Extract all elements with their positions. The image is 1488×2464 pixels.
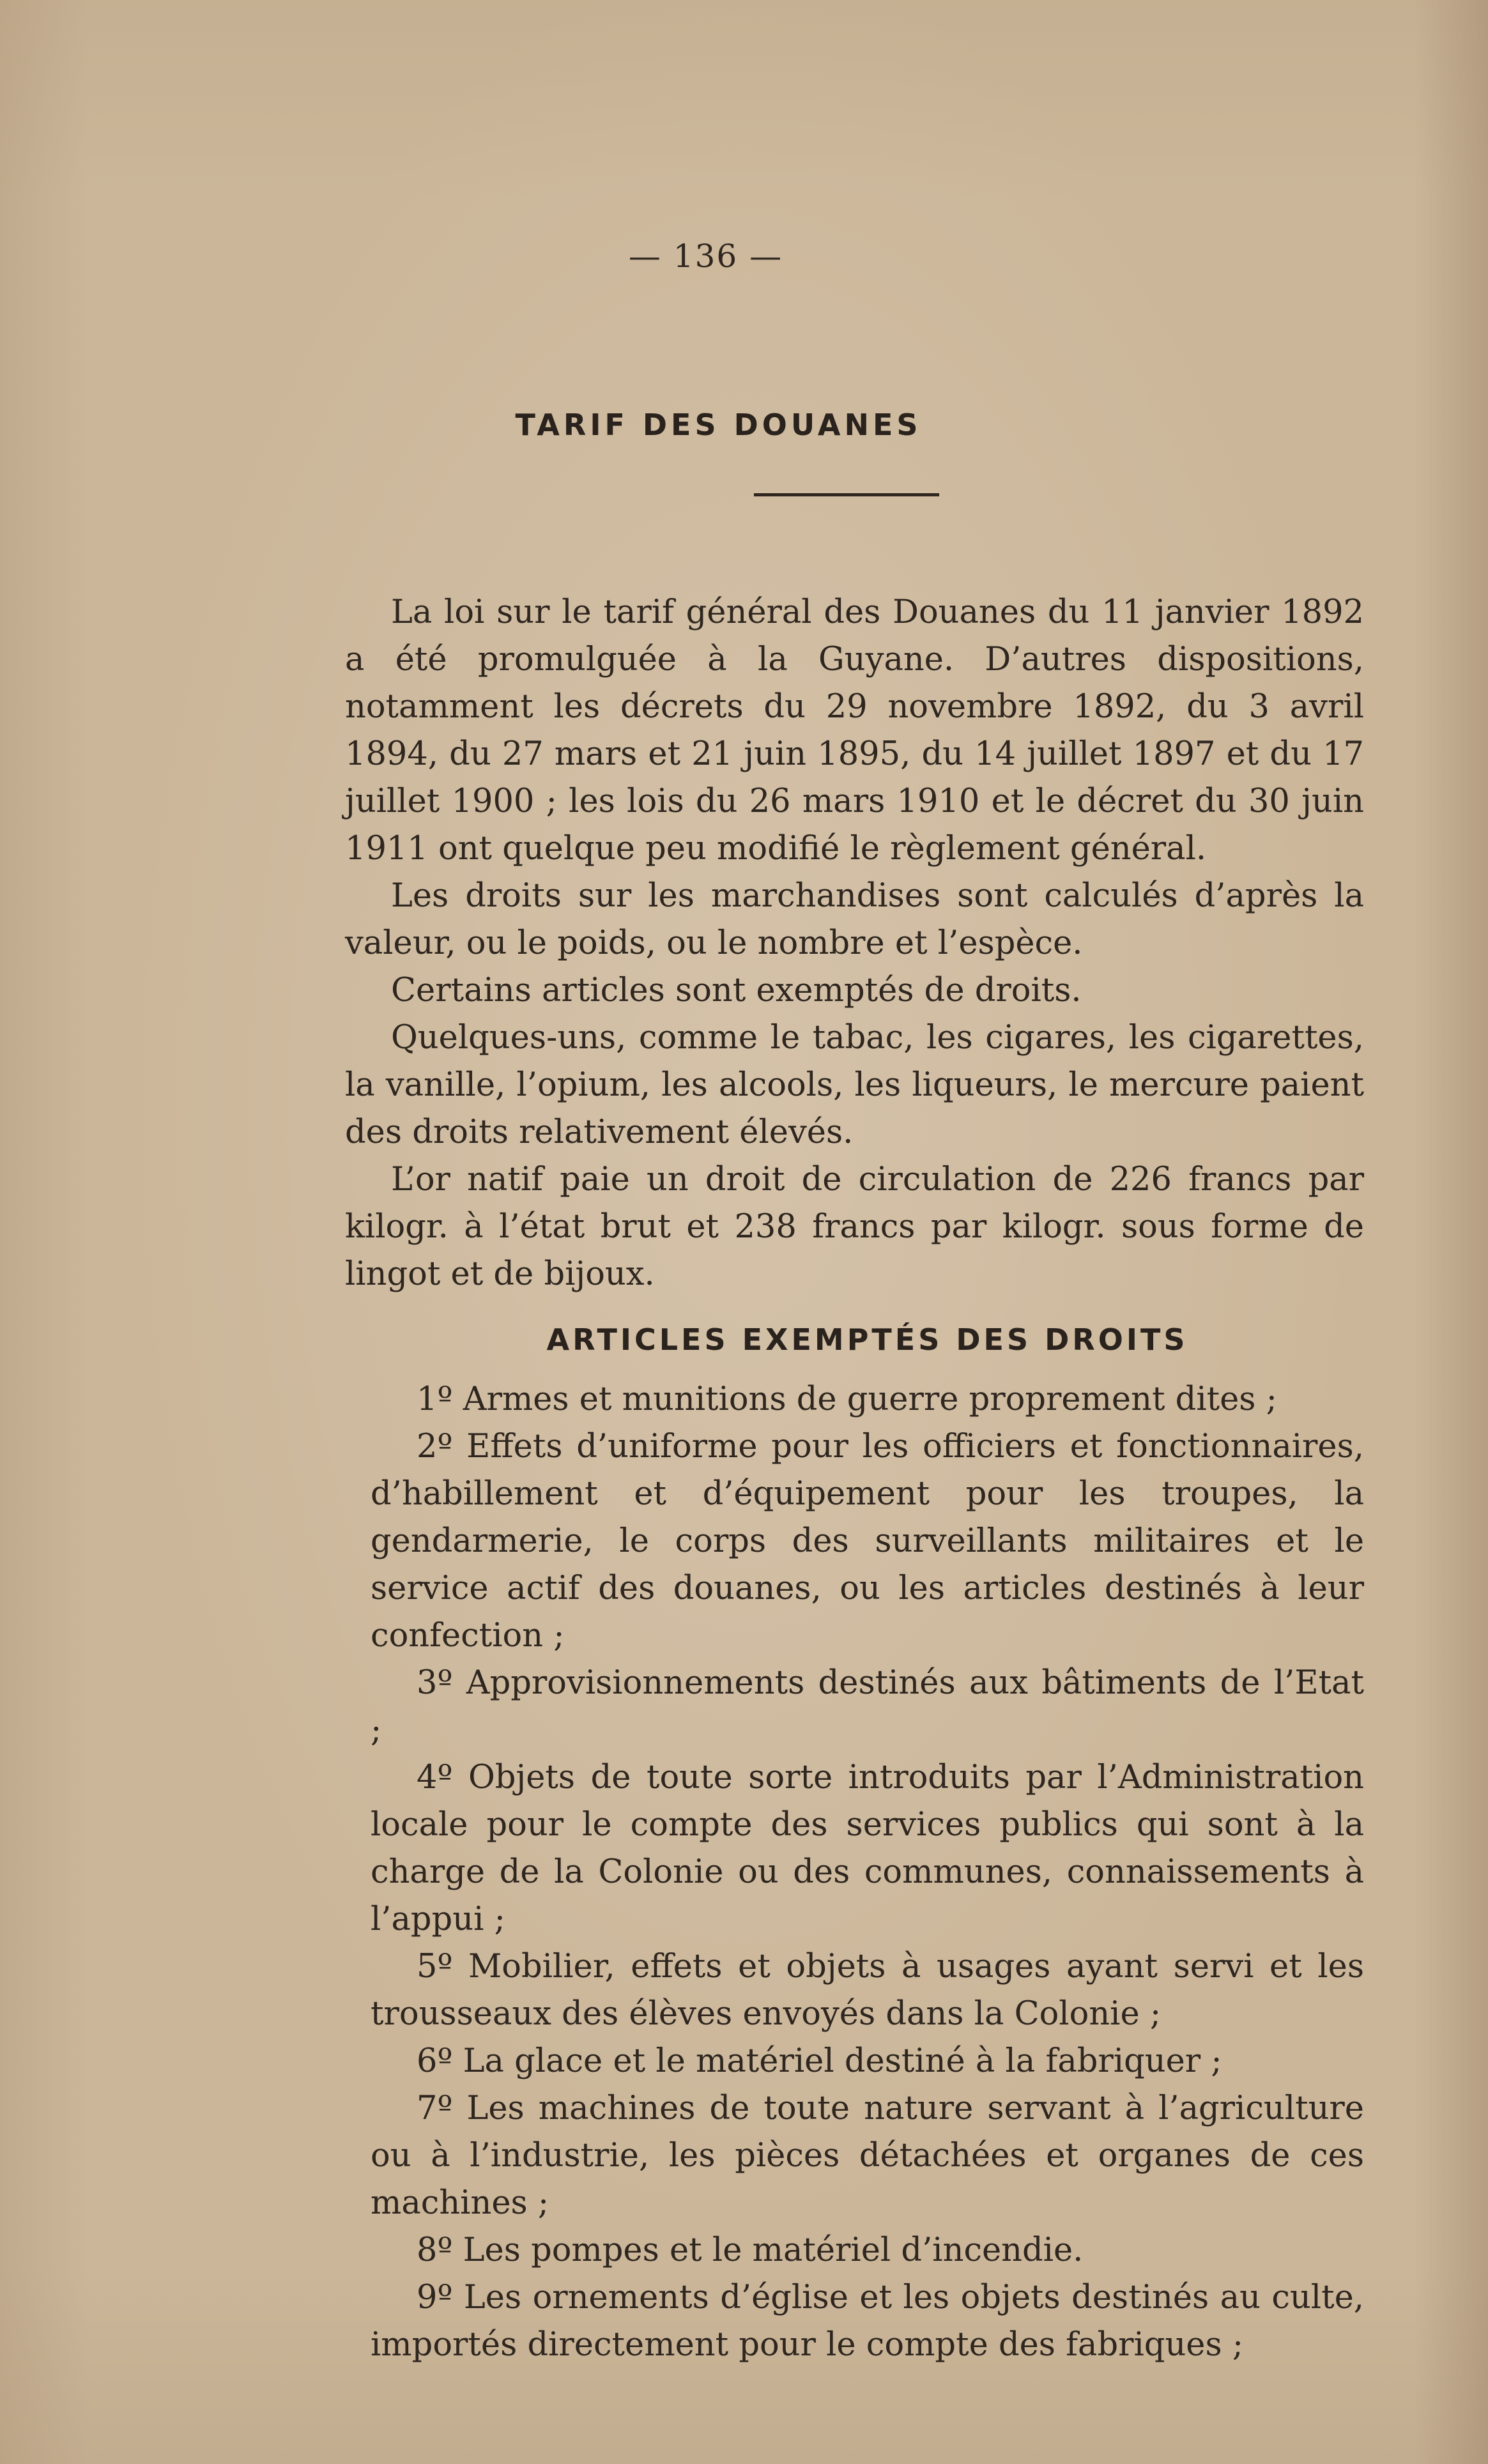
list-item: 9º Les ornements d’église et les objets destinés au culte, importés directement pour le compte des fabriques ; [371,2279,1364,2364]
list-item: 4º Objets de toute sorte introduits par l’Administration locale pour le compte des services publics qui sont à la charge de la Colonie ou des communes, connaissements à l’appui ; [371,1759,1364,1938]
page-number: — 136 — [628,238,783,275]
list-item: 2º Effets d’uniforme pour les officiers et fonctionnaires, d’habillement et d’équipement pour les troupes, la gendarmerie, le corps des surveillants militaires et le service actif des douanes, ou les articles destinés à leur confection ; [371,1428,1364,1655]
list-item: 1º Armes et munitions de guerre proprement dites ; [417,1381,1277,1418]
list-item: 8º Les pompes et le matériel d’incendie. [417,2231,1084,2269]
list-item: 6º La glace et le matériel destiné à la fabriquer ; [417,2042,1222,2080]
paragraph-eleves: Quelques-uns, comme le tabac, les cigares, les cigarettes, la vanille, l’opium, les alcools, les liqueurs, le mercure paient des droits relativement élevés. [345,1019,1364,1151]
paragraph-intro: La loi sur le tarif général des Douanes du 11 janvier 1892 a été promulguée à la Guyane. D’autres dispositions, notamment les décrets du 29 novembre 1892, du 3 avril 1894, du 27 mars et 21 juin 1895, du 14 juillet 1897 et du 17 juillet 1900 ; les lois du 26 mars 1910 et le décret du 30 juin 1911 ont quelque peu modifié le règlement général. [345,593,1364,868]
page-title: TARIF DES DOUANES [515,408,922,442]
list-item: 3º Approvisionnements destinés aux bâtiments de l’Etat ; [371,1664,1364,1749]
paragraph-or-natif: L’or natif paie un droit de circulation de 226 francs par kilogr. à l’état brut et 238 francs par kilogr. sous forme de lingot et de bijoux. [345,1161,1364,1293]
section-title: ARTICLES EXEMPTÉS DES DROITS [546,1322,1188,1357]
articles-list [371,1376,1364,2369]
title-divider [754,493,939,496]
list-item: 5º Mobilier, effets et objets à usages ayant servi et les trousseaux des élèves envoyés dans la Colonie ; [371,1948,1364,2033]
list-item: 7º Les machines de toute nature servant à l’agriculture ou à l’industrie, les pièces détachées et organes de ces machines ; [371,2090,1364,2222]
paragraph-exemptes: Certains articles sont exemptés de droits. [391,972,1082,1009]
body-text [345,589,1364,2369]
paragraph-droits: Les droits sur les marchandises sont calculés d’après la valeur, ou le poids, ou le nombre et l’espèce. [345,877,1364,962]
